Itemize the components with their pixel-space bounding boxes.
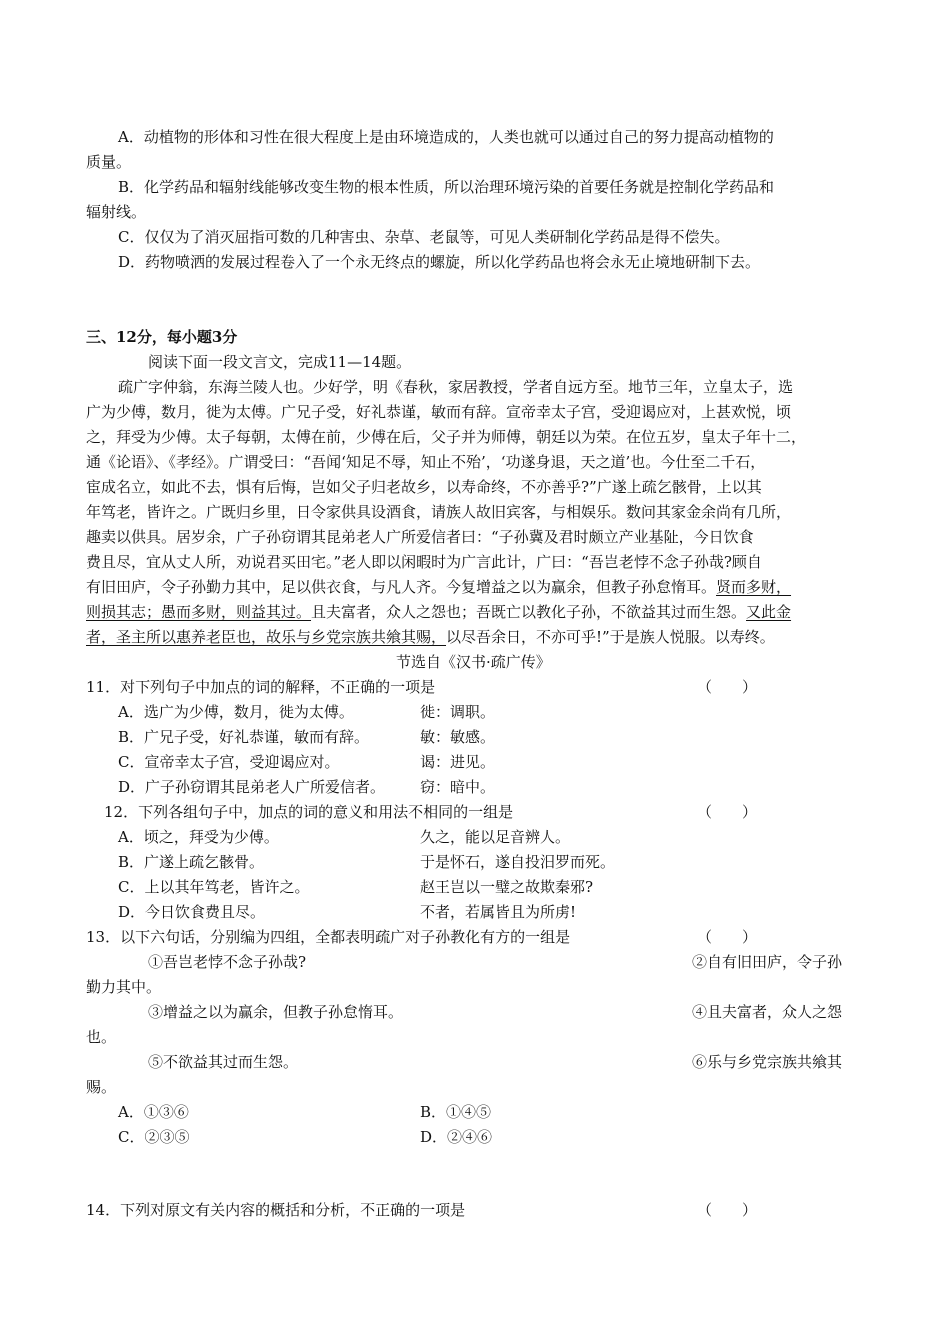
- passage-underline-3: 又此金: [746, 603, 792, 621]
- q13-sentence-4b: 也。: [86, 1028, 117, 1046]
- q13-sentence-5: ⑤不欲益其过而生怨。: [148, 1053, 299, 1071]
- q11-option-a-gloss: 徙：调职。: [420, 703, 496, 721]
- passage-line-3: 之，拜受为少傅。太子每朝，太傅在前，少傅在后，父子并为师傅，朝廷以为荣。在位五岁，皇太子年十二，: [86, 428, 807, 446]
- passage-line-6: 年笃老，皆许之。广既归乡里，日令家供具设酒食，请族人故旧宾客，与相娱乐。数问其家金余尚有几所，: [86, 503, 792, 521]
- section-heading: 三、12分，每小题3分: [86, 328, 238, 346]
- passage-line-9-text: 有旧田庐，令子孙勤力其中，足以供衣食，与凡人齐。今复增益之以为赢余，但教子孙怠惰耳。: [86, 578, 717, 596]
- q11-option-b: B．广兄子受，好礼恭谨，敏而有辞。: [118, 728, 370, 746]
- q12-option-c: C．上以其年笃老，皆许之。: [118, 878, 310, 896]
- q13-option-c: C．②③⑤: [118, 1128, 190, 1146]
- q13-stem: 13．以下六句话，分别编为四组，全都表明疏广对子孙教化有方的一组是: [86, 928, 571, 946]
- q13-option-a: A．①③⑥: [118, 1103, 189, 1121]
- passage-underline-1: 贤而多财，: [716, 578, 792, 596]
- prev-option-c: C．仅仅为了消灭屈指可数的几种害虫、杂草、老鼠等，可见人类研制化学药品是得不偿失。: [118, 228, 730, 246]
- q14-answer-blank: （ ）: [697, 1201, 758, 1219]
- passage-line-9: [86, 577, 791, 597]
- q12-option-d-compare: 不者，若属皆且为所虏!: [420, 903, 577, 921]
- passage-underline-4: 者，圣主所以惠养老臣也，故乐与乡党宗族共飨其赐，: [86, 628, 447, 646]
- q12-option-b: B．广遂上疏乞骸骨。: [118, 853, 265, 871]
- passage-line-1: 疏广字仲翁，东海兰陵人也。少好学，明《春秋，家居教授，学者自远方至。地节三年，立皇太子，选: [118, 378, 794, 396]
- q13-option-d: D．②④⑥: [420, 1128, 493, 1146]
- passage-line-10-text: 且夫富者，众人之怨也；吾既亡以教化子孙，不欲益其过而生怨。: [311, 603, 747, 621]
- q14-stem: 14．下列对原文有关内容的概括和分析，不正确的一项是: [86, 1201, 466, 1219]
- q13-sentence-4a: ④且夫富者，众人之怨: [692, 1003, 843, 1021]
- prev-option-b-line2: 辐射线。: [86, 203, 147, 221]
- section-intro: 阅读下面一段文言文，完成11—14题。: [148, 353, 412, 371]
- q11-stem: 11．对下列句子中加点的词的解释，不正确的一项是: [86, 678, 436, 696]
- passage-underline-2: 则损其志；愚而多财，则益其过。: [86, 603, 312, 621]
- passage-line-5: 宦成名立，如此不去，惧有后悔，岂如父子归老故乡，以寿命终，不亦善乎?”广遂上疏乞骸骨，上以其: [86, 478, 762, 496]
- q11-option-b-gloss: 敏：敏感。: [420, 728, 496, 746]
- passage-line-11-text: 以尽吾余日，不亦可乎!”于是族人悦服。以寿终。: [446, 628, 775, 646]
- passage-line-2: 广为少傅，数月，徙为太傅。广兄子受，好礼恭谨，敏而有辞。宣帝幸太子宫，受迎谒应对，上甚欢悦，顷: [86, 403, 792, 421]
- q12-option-c-compare: 赵王岂以一璧之故欺秦邪?: [420, 878, 594, 896]
- passage-line-8: 费且尽，宜从丈人所，劝说君买田宅。”老人即以闲暇时为广言此计，广曰：“吾岂老悖不念子孙哉?顾自: [86, 553, 762, 571]
- q13-answer-blank: （ ）: [697, 928, 758, 946]
- q11-option-c: C．宣帝幸太子宫，受迎谒应对。: [118, 753, 340, 771]
- prev-option-a-line1: A．动植物的形体和习性在很大程度上是由环境造成的，人类也就可以通过自己的努力提高动植物的: [118, 128, 774, 146]
- q12-option-d: D．今日饮食费且尽。: [118, 903, 266, 921]
- q11-option-a: A．选广为少傅，数月，徙为太傅。: [118, 703, 354, 721]
- q12-option-a: A．顷之，拜受为少傅。: [118, 828, 279, 846]
- prev-option-b-line1: B．化学药品和辐射线能够改变生物的根本性质，所以治理环境污染的首要任务就是控制化学药品和: [118, 178, 775, 196]
- q11-option-d-gloss: 窃：暗中。: [420, 778, 496, 796]
- q12-answer-blank: （ ）: [697, 803, 758, 821]
- passage-line-7: 趣卖以供具。居岁余，广子孙窃谓其昆弟老人广所爱信者曰：“子孙冀及君时颇立产业基阯，今日饮食: [86, 528, 754, 546]
- q13-sentence-6a: ⑥乐与乡党宗族共飨其: [692, 1053, 843, 1071]
- prev-option-a-line2: 质量。: [86, 153, 132, 171]
- passage-line-11: [86, 627, 775, 647]
- q13-sentence-3: ③增益之以为赢余，但教子孙怠惰耳。: [148, 1003, 404, 1021]
- passage-source: 节选自《汉书·疏广传》: [396, 653, 551, 671]
- q13-sentence-2a: ②自有旧田庐，令子孙: [692, 953, 843, 971]
- q13-sentence-2b: 勤力其中。: [86, 978, 162, 996]
- prev-option-d: D．药物喷洒的发展过程卷入了一个永无终点的螺旋，所以化学药品也将会永无止境地研制下去。: [118, 253, 761, 271]
- passage-line-10: [86, 602, 791, 622]
- q12-option-b-compare: 于是怀石，遂自投汨罗而死。: [420, 853, 616, 871]
- q11-answer-blank: （ ）: [697, 678, 758, 696]
- q12-stem: 12．下列各组句子中，加点的词的意义和用法不相同的一组是: [104, 803, 514, 821]
- passage-line-4: 通《论语》、《孝经》。广谓受曰：“吾闻‘知足不辱，知止不殆’，‘功遂身退，天之道’也。今仕至二千石，: [86, 453, 766, 471]
- q11-option-d: D．广子孙窃谓其昆弟老人广所爱信者。: [118, 778, 386, 796]
- q13-sentence-1: ①吾岂老悖不念子孙哉?: [148, 953, 307, 971]
- q11-option-c-gloss: 谒：进见。: [420, 753, 496, 771]
- q12-option-a-compare: 久之，能以足音辨人。: [420, 828, 571, 846]
- q13-option-b: B．①④⑤: [420, 1103, 492, 1121]
- q13-sentence-6b: 赐。: [86, 1078, 117, 1096]
